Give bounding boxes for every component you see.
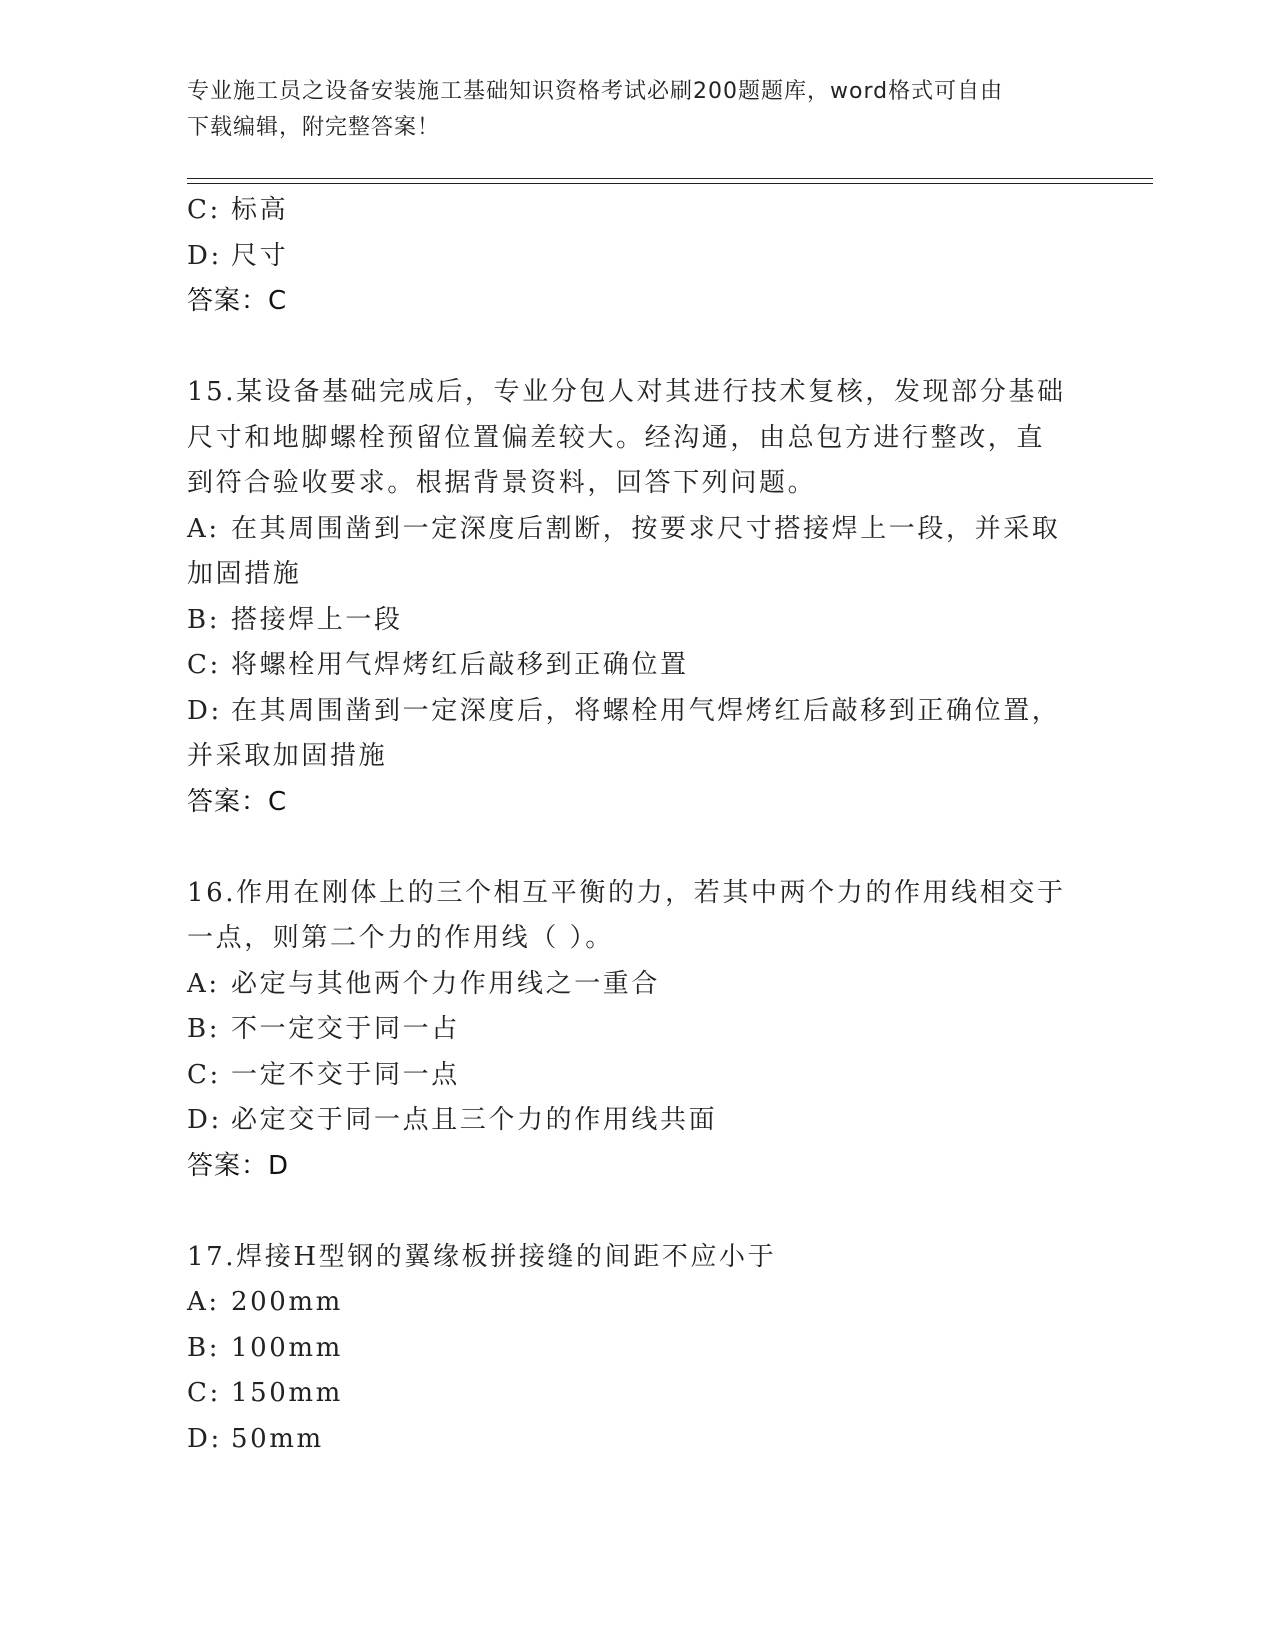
answer-line: 答案：C xyxy=(187,786,288,817)
option-text: 搭接焊上一段 xyxy=(231,604,403,635)
question-17-stem-line-1: 17.焊接H型钢的翼缘板拼接缝的间距不应小于 xyxy=(187,1241,777,1272)
option-text: 50mm xyxy=(231,1423,324,1454)
option-text: 一定不交于同一点 xyxy=(231,1059,460,1090)
answer-line: 答案：C xyxy=(187,286,288,316)
option-label: B: xyxy=(187,1332,221,1363)
header-line-1: 专业施工员之设备安装施工基础知识资格考试必刷200题题库，word格式可自由 xyxy=(187,79,1004,104)
answer-line: 答案：D xyxy=(187,1150,290,1181)
option-b xyxy=(187,1326,1087,1372)
question-15-stem-line-2: 尺寸和地脚螺栓预留位置偏差较大。经沟通，由总包方进行整改，直 xyxy=(187,422,1046,453)
document-body xyxy=(187,188,1087,1462)
option-a-continued: 加固措施 xyxy=(187,559,302,589)
option-text: 100mm xyxy=(231,1332,343,1363)
option-d xyxy=(187,689,1087,735)
option-text: 在其周围凿到一定深度后，将螺栓用气焊烤红后敲移到正确位置， xyxy=(231,695,1061,726)
option-c xyxy=(187,1053,1087,1099)
document-header xyxy=(187,74,1067,146)
option-c xyxy=(187,643,1087,689)
option-label: D: xyxy=(187,1105,222,1135)
question-15-stem-line-3: 到符合验收要求。根据背景资料，回答下列问题。 xyxy=(187,468,817,498)
option-d-continued: 并采取加固措施 xyxy=(187,741,388,771)
spacer xyxy=(187,1189,1087,1235)
option-a xyxy=(187,962,1087,1008)
header-divider-top xyxy=(187,178,1153,179)
option-text: 在其周围凿到一定深度后割断，按要求尺寸搭接焊上一段，并采取 xyxy=(231,513,1061,544)
option-d xyxy=(187,1098,1087,1144)
option-label: A: xyxy=(187,513,220,544)
option-label: B: xyxy=(187,604,221,635)
option-c xyxy=(187,188,1087,234)
option-text: 必定与其他两个力作用线之一重合 xyxy=(231,968,661,999)
spacer xyxy=(187,825,1087,871)
option-label: D: xyxy=(187,695,222,726)
option-a xyxy=(187,507,1087,553)
option-label: C: xyxy=(187,195,221,225)
option-a xyxy=(187,1280,1087,1326)
question-16-stem-line-1: 16.作用在刚体上的三个相互平衡的力，若其中两个力的作用线相交于 xyxy=(187,877,1066,908)
option-b xyxy=(187,598,1087,644)
option-text: 必定交于同一点且三个力的作用线共面 xyxy=(231,1105,718,1135)
option-text: 不一定交于同一占 xyxy=(231,1014,460,1044)
option-label: C: xyxy=(187,1378,221,1408)
option-text: 标高 xyxy=(231,195,289,225)
question-16-stem-line-2: 一点，则第二个力的作用线（ ）。 xyxy=(187,923,614,953)
option-label: A: xyxy=(187,968,220,999)
option-label: A: xyxy=(187,1287,220,1317)
option-d xyxy=(187,234,1087,280)
question-15-stem-line-1: 15.某设备基础完成后，专业分包人对其进行技术复核，发现部分基础 xyxy=(187,377,1066,407)
option-label: B: xyxy=(187,1014,221,1044)
option-label: D: xyxy=(187,1423,222,1454)
option-text: 150mm xyxy=(231,1378,343,1408)
option-d xyxy=(187,1417,1087,1463)
option-label: D: xyxy=(187,240,222,271)
option-label: C: xyxy=(187,1059,221,1090)
option-text: 尺寸 xyxy=(231,240,289,271)
spacer xyxy=(187,325,1087,371)
header-line-2: 下载编辑，附完整答案！ xyxy=(187,115,441,140)
option-label: C: xyxy=(187,650,221,680)
header-divider-bottom xyxy=(187,183,1153,184)
option-c xyxy=(187,1371,1087,1417)
option-text: 将螺栓用气焊烤红后敲移到正确位置 xyxy=(231,650,689,680)
option-b xyxy=(187,1007,1087,1053)
option-text: 200mm xyxy=(231,1287,343,1317)
